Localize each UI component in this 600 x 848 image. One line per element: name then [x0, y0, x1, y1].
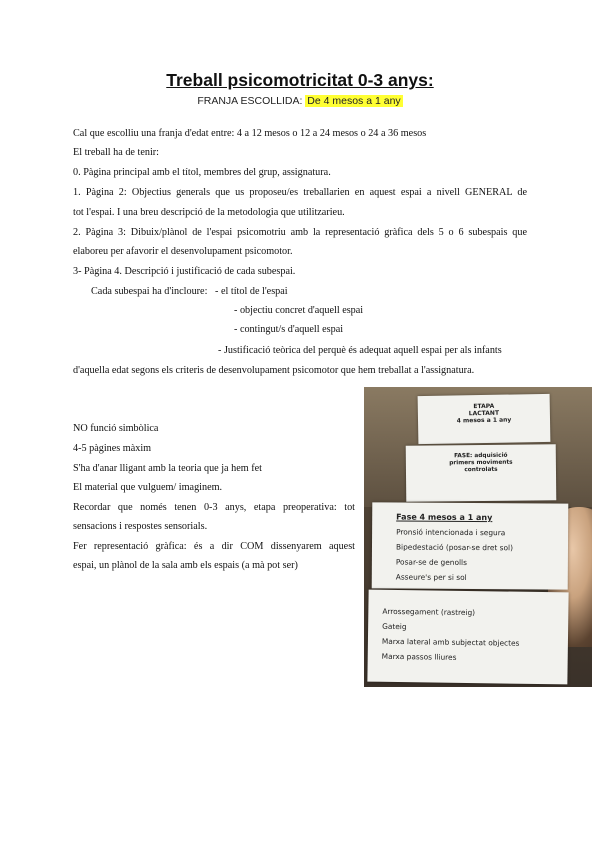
subtitle-highlight: De 4 mesos a 1 any: [307, 95, 401, 107]
body-line: El treball ha de tenir:: [73, 147, 159, 158]
body-line: tot l'espai. I una breu descripció de la metodologia que utilitzarieu.: [73, 207, 345, 218]
sheet-text: 4 mesos a 1 any: [456, 416, 512, 425]
note-line: Fer representació gràfica: és a dir COM dissenyarem aquest: [73, 541, 355, 552]
photo-sheet-movements: [367, 590, 568, 685]
body-line: 2. Pàgina 3: Dibuix/plànol de l'espai psicomotriu amb la representació gràfica dels 5 o 6 subespais que: [73, 227, 527, 238]
note-line: S'ha d'anar lligant amb la teoria que ja hem fet: [73, 463, 262, 474]
note-line: espai, un plànol de la sala amb els espais (a mà pot ser): [73, 560, 298, 571]
photo-sheet-etapa: [418, 394, 551, 444]
sheet-text: controlats: [464, 466, 498, 474]
body-line: elaboreu per afavorir el desenvolupament psicomotor.: [73, 246, 293, 257]
page-title: Treball psicomotricitat 0-3 anys:: [166, 70, 434, 90]
note-line: sensacions i respostes sensorials.: [73, 521, 208, 532]
body-line: Cal que escolliu una franja d'edat entre: 4 a 12 mesos o 12 a 24 mesos o 24 a 36 mesos: [73, 128, 427, 139]
sheet-item: Arrossegament (rastreig): [382, 606, 476, 618]
body-line: - contingut/s d'aquell espai: [234, 324, 344, 335]
photo-sheet-fase: [406, 444, 557, 502]
body-line: d'aquella edat segons els criteris de desenvolupament psicomotor que hem treballat a l'assignatura.: [73, 365, 475, 376]
sheet-item: Bipedestació (posar-se dret sol): [395, 542, 514, 553]
sheet-item: Posar-se de genolls: [395, 557, 467, 567]
body-line: - Justificació teòrica del perquè és adequat aquell espai per als infants: [218, 345, 502, 356]
note-line: El material que vulguem/ imaginem.: [73, 482, 223, 493]
body-line: - objectiu concret d'aquell espai: [234, 305, 364, 316]
sheet-text: FASE: adquisició: [454, 452, 508, 460]
body-line: 3- Pàgina 4. Descripció i justificació de cada subespai.: [73, 266, 296, 277]
body-line: Cada subespai ha d'incloure: - el títol de l'espai: [91, 286, 288, 297]
sheet-text: primers moviments: [449, 459, 513, 467]
classroom-photo: [364, 387, 592, 687]
sheet-item: Gateig: [382, 621, 407, 632]
sheet-text: ETAPA: [473, 402, 495, 411]
sheet-item: Marxa passos lliures: [381, 651, 457, 662]
subtitle: [0, 95, 600, 107]
photo-sheet-milestones: [372, 502, 569, 589]
sheet-item: Marxa lateral amb subjectat objectes: [381, 636, 520, 648]
sheet-text: LACTANT: [468, 409, 500, 418]
body-line: 0. Pàgina principal amb el títol, membres del grup, assignatura.: [73, 167, 331, 178]
sheet-item: Asseure's per si sol: [395, 572, 467, 582]
body-line: 1. Pàgina 2: Objectius generals que us proposeu/es treballarien en aquest espai a nivell GENERAL de: [73, 187, 527, 198]
sheet-heading: Fase 4 mesos a 1 any: [396, 512, 493, 523]
sheet-item: Pronsió intencionada i segura: [396, 527, 506, 538]
subtitle-label: FRANJA ESCOLLIDA:: [197, 95, 303, 107]
note-line: Recordar que només tenen 0-3 anys, etapa preoperativa: tot: [73, 502, 355, 513]
note-line: 4-5 pàgines màxim: [73, 443, 152, 454]
note-line: NO funció simbòlica: [73, 423, 159, 434]
